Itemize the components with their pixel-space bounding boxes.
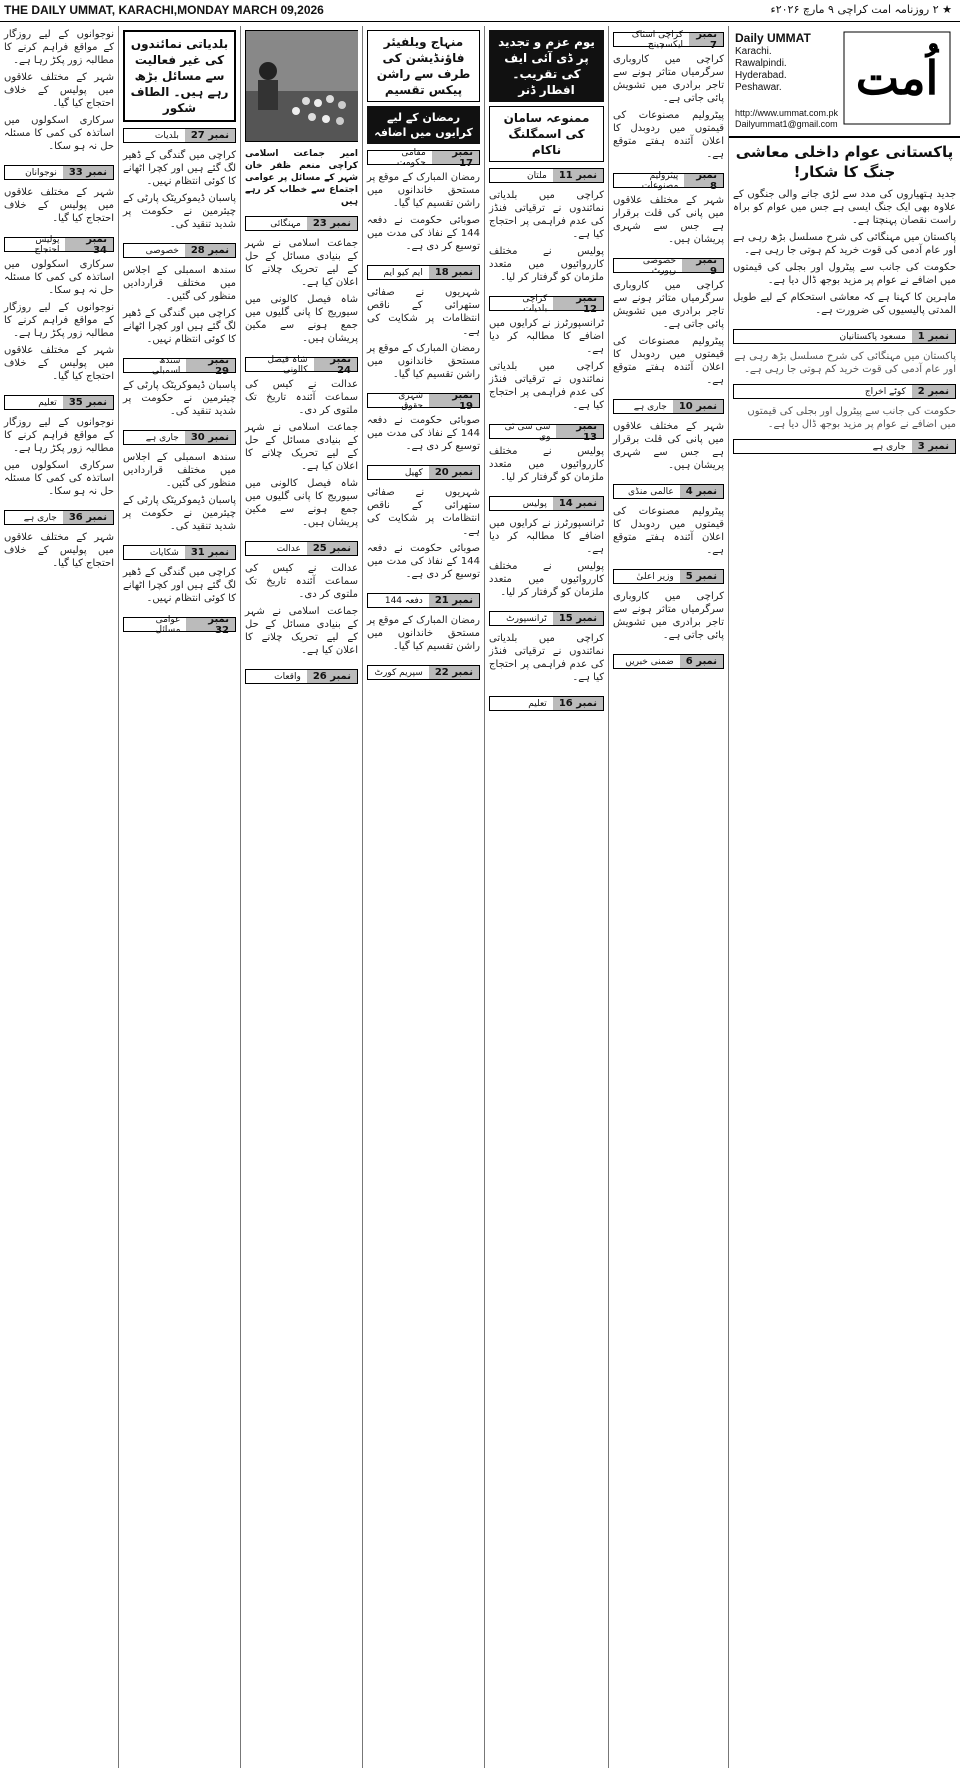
masthead-english bbox=[735, 32, 811, 94]
story-tag bbox=[367, 465, 480, 480]
story-tag bbox=[613, 169, 724, 192]
urdu-dateline: ★ ۲ روزنامہ امت کراچی ۹ مارچ ۲۰۲۶ء bbox=[770, 3, 952, 16]
article-text: شہریوں نے صفائی ستھرائی کے ناقص انتظامات پر شکایت کی ہے۔ رمضان المبارک کے موقع پر مستحق خاندانوں میں راشن تقسیم کیا گیا۔ bbox=[367, 287, 480, 380]
story-number: نمبر 21 bbox=[429, 594, 479, 607]
article-text: کراچی میں بلدیاتی نمائندوں نے ترقیاتی فنڈز کی عدم فراہمی پر احتجاج کیا ہے۔ پولیس نے مختلف کارروائیوں میں متعدد ملزمان کو گرفتار کر لیا۔ bbox=[489, 190, 604, 283]
story-number: نمبر 7 bbox=[689, 33, 723, 46]
story-label: جاری ہے bbox=[23, 512, 57, 523]
article-text: کراچی میں کاروباری سرگرمیاں متاثر ہونے سے تاجر برادری میں تشویش پائی جاتی ہے۔ bbox=[613, 591, 724, 641]
story-tag bbox=[613, 28, 724, 51]
story-label: عالمی منڈی bbox=[628, 486, 674, 497]
story-number: نمبر 29 bbox=[186, 359, 235, 372]
story-number: نمبر 1 bbox=[912, 330, 955, 343]
story-number: نمبر 31 bbox=[185, 546, 235, 559]
article-text: کراچی میں گندگی کے ڈھیر لگ گئے ہیں اور کچرا اٹھانے کا کوئی انتظام نہیں۔ پاسبان ڈیموکریٹک پارٹی کے چیئرمین نے حکومت پر شدید تنقید کی۔ bbox=[123, 150, 236, 230]
story-tag bbox=[4, 395, 114, 410]
story-number: نمبر 18 bbox=[429, 266, 479, 279]
story-number: نمبر 15 bbox=[553, 612, 603, 625]
website-url[interactable]: http://www.ummat.com.pk bbox=[735, 108, 839, 118]
email-address[interactable]: Dailyummat1@gmail.com bbox=[735, 119, 838, 129]
city-2: Rawalpindi. bbox=[735, 58, 787, 69]
story-number: نمبر 11 bbox=[553, 169, 603, 182]
story-number: نمبر 4 bbox=[680, 485, 723, 498]
story-number: نمبر 35 bbox=[63, 396, 113, 409]
article-text: نوجوانوں کے لیے روزگار کے مواقع فراہم کرنے کا مطالبہ زور پکڑ رہا ہے۔ سرکاری اسکولوں میں اساتذہ کی کمی کا مسئلہ حل نہ ہو سکا۔ bbox=[4, 417, 114, 497]
article-text: پاسبان ڈیموکریٹک پارٹی کے چیئرمین نے حکومت پر شدید تنقید کی۔ bbox=[123, 380, 236, 417]
article-text: عدالت نے کیس کی سماعت آئندہ تاریخ تک ملتوی کر دی۔ جماعت اسلامی نے شہر کے بنیادی مسائل کے حل کے لیے تحریک چلانے کا اعلان کیا ہے۔ شاہ فیصل کالونی میں سیوریج کا پانی گلیوں میں جمع ہونے سے مکین پریشان ہیں۔ bbox=[245, 379, 358, 528]
article-text: کراچی میں کاروباری سرگرمیاں متاثر ہونے سے تاجر برادری میں تشویش پائی جاتی ہے۔ پیٹرولیم مصنوعات کی قیمتوں میں ردوبدل کا اعلان آئندہ ہفتے متوقع ہے۔ bbox=[613, 280, 724, 386]
story-label: واقعات bbox=[274, 671, 301, 682]
story-number: نمبر 8 bbox=[684, 174, 723, 187]
lead-paragraph-3: حکومت کی جانب سے پیٹرول اور بجلی کی قیمتوں میں اضافے نے عوام پر مزید بوجھ ڈال دیا ہے۔ bbox=[733, 262, 956, 286]
story-tag bbox=[245, 353, 358, 376]
story-number: نمبر 13 bbox=[556, 425, 603, 438]
article-text: سندھ اسمبلی کے اجلاس میں مختلف قراردادیں منظور کی گئیں۔ کراچی میں گندگی کے ڈھیر لگ گئے ہیں اور کچرا اٹھانے کا کوئی انتظام نہیں۔ bbox=[123, 265, 236, 345]
story-tag bbox=[245, 216, 358, 231]
story-tag bbox=[123, 243, 236, 258]
column-2 bbox=[608, 26, 728, 1768]
story-label: دفعہ 144 bbox=[384, 595, 423, 606]
lead-paragraph-1: جدید ہتھیاروں کی مدد سے لڑی جانے والی جنگوں کے علاوہ بھی ایک جنگ ایسی ہے جس میں عوام کو براہ راست نقصان پہنچتا ہے۔ bbox=[733, 189, 956, 226]
story-number: نمبر 9 bbox=[682, 259, 723, 272]
story-number: نمبر 16 bbox=[553, 697, 603, 710]
story-number: نمبر 30 bbox=[185, 431, 235, 444]
photo-caption: امیر جماعت اسلامی کراچی منعم ظفر خان شہر کے مسائل پر عوامی اجتماع سے خطاب کر رہے ہیں bbox=[245, 149, 358, 207]
dateline-bar bbox=[0, 0, 960, 22]
story-label: مقامی حکومت bbox=[396, 147, 426, 168]
story-label: بلدیات bbox=[154, 130, 179, 141]
story-tag bbox=[613, 654, 724, 669]
story-tag bbox=[123, 128, 236, 143]
story-number: نمبر 27 bbox=[185, 129, 235, 142]
story-number: نمبر 34 bbox=[65, 238, 113, 251]
story-tag bbox=[123, 613, 236, 636]
article-text: صوبائی حکومت نے دفعہ 144 کے نفاذ کی مدت میں توسیع کر دی ہے۔ bbox=[367, 415, 480, 452]
article-text: شہر کے مختلف علاقوں میں پانی کی قلت برقرار ہے جس سے شہری پریشان ہیں۔ bbox=[613, 421, 724, 471]
story-tag bbox=[4, 233, 114, 256]
story-label: تعلیم bbox=[528, 698, 547, 709]
column-1 bbox=[728, 26, 960, 1768]
story-label: ملتان bbox=[526, 170, 547, 181]
story-label: جاری ہے bbox=[872, 441, 906, 452]
story-number: نمبر 2 bbox=[912, 385, 955, 398]
article-text: شہر کے مختلف علاقوں میں پولیس کے خلاف احتجاج کیا گیا۔ bbox=[4, 532, 114, 569]
story-tag bbox=[733, 384, 956, 399]
story-tag bbox=[613, 399, 724, 414]
story-label: سی سی ٹی وی bbox=[504, 421, 551, 442]
story-number: نمبر 10 bbox=[673, 400, 723, 413]
article-text: سندھ اسمبلی کے اجلاس میں مختلف قراردادیں منظور کی گئیں۔ پاسبان ڈیموکریٹک پارٹی کے چیئرمین نے حکومت پر شدید تنقید کی۔ bbox=[123, 452, 236, 532]
article-text: ٹرانسپورٹرز نے کرایوں میں اضافے کا مطالبہ کر دیا ہے۔ پولیس نے مختلف کارروائیوں میں متعدد ملزمان کو گرفتار کر لیا۔ bbox=[489, 518, 604, 598]
city-1: Karachi. bbox=[735, 46, 772, 57]
article-text: کراچی میں گندگی کے ڈھیر لگ گئے ہیں اور کچرا اٹھانے کا کوئی انتظام نہیں۔ bbox=[123, 567, 236, 604]
story-tag bbox=[489, 611, 604, 626]
story-number: نمبر 36 bbox=[63, 511, 113, 524]
story-number: نمبر 28 bbox=[185, 244, 235, 257]
story-tag bbox=[367, 265, 480, 280]
masthead-contact bbox=[735, 108, 838, 130]
inverse-headline: رمضان کے لیے کرایوں میں اضافہ bbox=[367, 106, 480, 144]
column-7 bbox=[0, 26, 118, 1768]
story-number: نمبر 26 bbox=[307, 670, 357, 683]
english-name: Daily UMMAT bbox=[735, 31, 811, 45]
article-text: پولیس نے مختلف کارروائیوں میں متعدد ملزمان کو گرفتار کر لیا۔ bbox=[489, 446, 604, 483]
story-tag bbox=[489, 696, 604, 711]
ummat-logo bbox=[842, 30, 952, 126]
story-tag bbox=[489, 496, 604, 511]
story-label: کوٹے اخراج bbox=[864, 386, 906, 397]
story-number: نمبر 6 bbox=[680, 655, 723, 668]
story-label: سپریم کورٹ bbox=[374, 667, 423, 678]
story-tag bbox=[489, 292, 604, 315]
story-number: نمبر 23 bbox=[307, 217, 357, 230]
story-label: جاری ہے bbox=[633, 401, 667, 412]
story-number: نمبر 25 bbox=[307, 542, 357, 555]
story-tag bbox=[489, 420, 604, 443]
article-text: شہر کے مختلف علاقوں میں پانی کی قلت برقرار ہے جس سے شہری پریشان ہیں۔ bbox=[613, 195, 724, 245]
story-label: شہری حقوق bbox=[398, 390, 424, 411]
story-tag bbox=[733, 329, 956, 344]
story-number: نمبر 24 bbox=[314, 358, 357, 371]
article-text: شہریوں نے صفائی ستھرائی کے ناقص انتظامات پر شکایت کی ہے۔ صوبائی حکومت نے دفعہ 144 کے نفاذ کی مدت میں توسیع کر دی ہے۔ bbox=[367, 487, 480, 580]
story-label: خصوصی رپورٹ bbox=[642, 255, 677, 276]
story-label: مسعود پاکستانیان bbox=[839, 331, 906, 342]
story-label: ایم کیو ایم bbox=[383, 267, 423, 278]
story-label: مہنگائی bbox=[270, 218, 301, 229]
story-label: ضمنی خبریں bbox=[625, 656, 674, 667]
story-label: شکایات bbox=[149, 547, 179, 558]
column-4 bbox=[362, 26, 484, 1768]
story-tag bbox=[367, 665, 480, 680]
story-number: نمبر 33 bbox=[63, 166, 113, 179]
story-number: نمبر 32 bbox=[186, 618, 235, 631]
story-tag bbox=[123, 430, 236, 445]
rally-photo bbox=[245, 30, 358, 142]
story-tag bbox=[367, 593, 480, 608]
story-label: کھیل bbox=[404, 467, 423, 478]
story-label: نوجوانان bbox=[25, 167, 57, 178]
story-tag bbox=[4, 510, 114, 525]
masthead bbox=[729, 26, 960, 138]
article-text: عدالت نے کیس کی سماعت آئندہ تاریخ تک ملتوی کر دی۔ جماعت اسلامی نے شہر کے بنیادی مسائل کے حل کے لیے تحریک چلانے کا اعلان کیا ہے۔ bbox=[245, 563, 358, 656]
story-tag bbox=[733, 439, 956, 454]
article-text: نوجوانوں کے لیے روزگار کے مواقع فراہم کرنے کا مطالبہ زور پکڑ رہا ہے۔ شہر کے مختلف علاقوں میں پولیس کے خلاف احتجاج کیا گیا۔ سرکاری اسکولوں میں اساتذہ کی کمی کا مسئلہ حل نہ ہو سکا۔ bbox=[4, 29, 114, 152]
story-tag bbox=[367, 389, 480, 412]
article-text: پیٹرولیم مصنوعات کی قیمتوں میں ردوبدل کا اعلان آئندہ ہفتے متوقع ہے۔ bbox=[613, 506, 724, 556]
story-tag bbox=[613, 569, 724, 584]
city-3: Hyderabad. bbox=[735, 70, 787, 81]
story-number: نمبر 19 bbox=[429, 394, 479, 407]
article-text: رمضان المبارک کے موقع پر مستحق خاندانوں میں راشن تقسیم کیا گیا۔ صوبائی حکومت نے دفعہ 144 کے نفاذ کی مدت میں توسیع کر دی ہے۔ bbox=[367, 172, 480, 252]
story-number: نمبر 3 bbox=[912, 440, 955, 453]
story-tag bbox=[123, 354, 236, 377]
story-tag bbox=[613, 254, 724, 277]
story-number: نمبر 17 bbox=[432, 151, 479, 164]
lead-paragraph-4: ماہرین کا کہنا ہے کہ معاشی استحکام کے لیے طویل المدتی پالیسیوں کی ضرورت ہے۔ bbox=[733, 292, 956, 316]
story-label: خصوصی bbox=[145, 245, 179, 256]
story-label: ٹرانسپورٹ bbox=[506, 613, 547, 624]
story-label: پولیس bbox=[522, 498, 547, 509]
article-text: سرکاری اسکولوں میں اساتذہ کی کمی کا مسئلہ حل نہ ہو سکا۔ نوجوانوں کے لیے روزگار کے مواقع فراہم کرنے کا مطالبہ زور پکڑ رہا ہے۔ شہر کے مختلف علاقوں میں پولیس کے خلاف احتجاج کیا گیا۔ bbox=[4, 259, 114, 382]
column-3 bbox=[484, 26, 608, 1768]
column-headline: بلدیاتی نمائندوں کی غیر فعالیت سے مسائل بڑھ رہے ہیں۔ الطاف شکور bbox=[123, 30, 236, 122]
story-number: نمبر 22 bbox=[429, 666, 479, 679]
article-text: پاکستان میں مہنگائی کی شرح مسلسل بڑھ رہی ہے اور عام آدمی کی قوت خرید کم ہوتی جا رہی ہے۔ bbox=[734, 351, 956, 375]
boxed-headline: منہاج ویلفیئر فاؤنڈیشن کی طرف سے راشن پیکس تقسیم bbox=[367, 30, 480, 102]
article-text: کراچی میں بلدیاتی نمائندوں نے ترقیاتی فنڈز کی عدم فراہمی پر احتجاج کیا ہے۔ bbox=[489, 633, 604, 683]
story-label: عوامی مسائل bbox=[155, 614, 181, 635]
box-headline: یوم عزم و تجدید پر ڈی آئی ایف کی تقریب۔ افطار ڈنر bbox=[489, 30, 604, 102]
story-number: نمبر 12 bbox=[553, 297, 603, 310]
article-text: ٹرانسپورٹرز نے کرایوں میں اضافے کا مطالبہ کر دیا ہے۔ کراچی میں بلدیاتی نمائندوں نے ترقیاتی فنڈز کی عدم فراہمی پر احتجاج کیا ہے۔ bbox=[489, 318, 604, 411]
story-tag bbox=[245, 541, 358, 556]
story-label: پیٹرولیم مصنوعات bbox=[641, 170, 679, 191]
story-label: شاہ فیصل کالونی bbox=[267, 354, 308, 375]
lead-paragraph-2: پاکستان میں مہنگائی کی شرح مسلسل بڑھ رہی ہے اور عام آدمی کی قوت خرید کم ہوتی جا رہی ہے۔ bbox=[733, 232, 956, 256]
story-label: عدالت bbox=[276, 543, 301, 554]
lead-article bbox=[729, 186, 960, 323]
story-label: کراچی بلدیات bbox=[522, 293, 548, 314]
article-text: کراچی میں کاروباری سرگرمیاں متاثر ہونے سے تاجر برادری میں تشویش پائی جاتی ہے۔ پیٹرولیم مصنوعات کی قیمتوں میں ردوبدل کا اعلان آئندہ ہفتے متوقع ہے۔ bbox=[613, 54, 724, 160]
story-label: جاری ہے bbox=[145, 432, 179, 443]
story-tag bbox=[245, 669, 358, 684]
story-label: کراچی اسٹاک ایکسچینج bbox=[631, 29, 683, 50]
story-number: نمبر 14 bbox=[553, 497, 603, 510]
article-text: شہر کے مختلف علاقوں میں پولیس کے خلاف احتجاج کیا گیا۔ bbox=[4, 187, 114, 224]
article-text: جماعت اسلامی نے شہر کے بنیادی مسائل کے حل کے لیے تحریک چلانے کا اعلان کیا ہے۔ شاہ فیصل کالونی میں سیوریج کا پانی گلیوں میں جمع ہونے سے مکین پریشان ہیں۔ bbox=[245, 238, 358, 344]
story-tag bbox=[123, 545, 236, 560]
story-tag bbox=[613, 484, 724, 499]
story-tag bbox=[489, 168, 604, 183]
story-label: سندھ اسمبلی bbox=[151, 355, 181, 376]
story-tag bbox=[367, 146, 480, 169]
story-label: تعلیم bbox=[38, 397, 57, 408]
column-5 bbox=[240, 26, 362, 1768]
story-number: نمبر 5 bbox=[680, 570, 723, 583]
english-dateline: THE DAILY UMMAT, KARACHI,MONDAY MARCH 09,2026 bbox=[4, 3, 324, 17]
story-label: وزیر اعلیٰ bbox=[636, 571, 674, 582]
logo-text: اُمت bbox=[855, 51, 939, 105]
column-6 bbox=[118, 26, 240, 1768]
lead-headline: پاکستانی عوام داخلی معاشی جنگ کا شکار! bbox=[735, 143, 954, 181]
boxed-headline: ممنوعہ سامان کی اسمگلنگ ناکام bbox=[489, 106, 604, 162]
story-label: پولیس احتجاج bbox=[34, 234, 60, 255]
article-text: رمضان المبارک کے موقع پر مستحق خاندانوں میں راشن تقسیم کیا گیا۔ bbox=[367, 615, 480, 652]
city-4: Peshawar. bbox=[735, 82, 782, 93]
story-number: نمبر 20 bbox=[429, 466, 479, 479]
article-text: حکومت کی جانب سے پیٹرول اور بجلی کی قیمتوں میں اضافے نے عوام پر مزید بوجھ ڈال دیا ہے۔ bbox=[747, 406, 956, 430]
story-tag bbox=[4, 165, 114, 180]
